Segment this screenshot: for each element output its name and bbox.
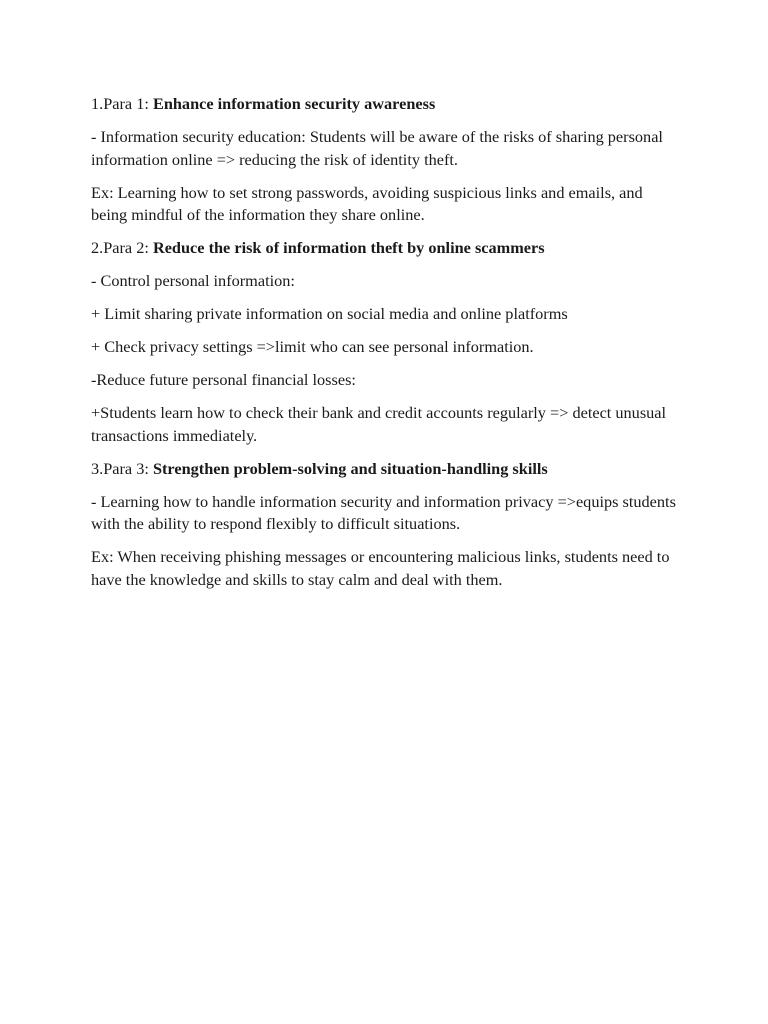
section-heading-prefix: 2.Para 2: [91, 238, 153, 257]
body-paragraph: +Students learn how to check their bank and credit accounts regularly => detect unusual transactions immediately. [91, 403, 667, 445]
section-heading [91, 237, 681, 260]
section-heading-title: Enhance information security awareness [152, 94, 436, 113]
body-paragraph: Ex: Learning how to set strong passwords, avoiding suspicious links and emails, and being mindful of the information they share online. [91, 182, 643, 224]
section-heading-title: Reduce the risk of information theft by online scammers [152, 238, 545, 257]
document-page [91, 93, 681, 602]
body-paragraph: - Learning how to handle information security and information privacy =>equips students with the ability to respond flexibly to difficult situations. [91, 491, 676, 533]
section-heading-prefix: 1.Para 1: [91, 94, 153, 113]
body-paragraph: - Information security education: Students will be aware of the risks of sharing personal information online => reducing the risk of identity theft. [91, 127, 663, 169]
body-paragraph: + Limit sharing private information on social media and online platforms [91, 304, 568, 323]
section-heading-title: Strengthen problem-solving and situation-handling skills [152, 458, 548, 478]
section-heading [91, 458, 681, 481]
body-paragraph: -Reduce future personal financial losses: [91, 370, 356, 389]
body-paragraph: - Control personal information: [91, 271, 295, 290]
body-paragraph: Ex: When receiving phishing messages or encountering malicious links, students need to have the knowledge and skills to stay calm and deal with them. [91, 547, 670, 589]
section-heading [91, 93, 681, 116]
body-paragraph: + Check privacy settings =>limit who can see personal information. [91, 337, 534, 356]
section-heading-prefix: 3.Para 3: [91, 458, 153, 478]
